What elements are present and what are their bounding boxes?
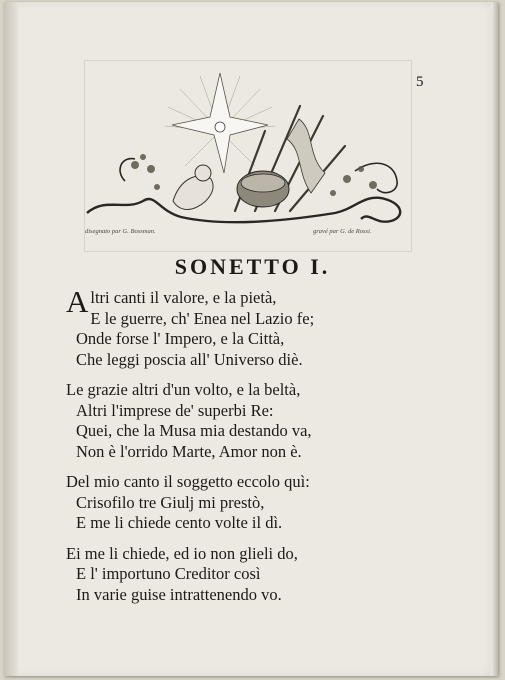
- verse-line: Crisofilo tre Giulj mi prestò,: [76, 492, 265, 512]
- verse-line: Ei me li chiede, ed io non glieli do,: [66, 543, 298, 563]
- verse-line: Non è l'orrido Marte, Amor non è.: [76, 441, 302, 461]
- verse-line: Che leggi poscia all' Universo diè.: [76, 349, 303, 369]
- page-number: 5: [416, 74, 424, 90]
- verse-line: Altri l'imprese de' superbi Re:: [76, 400, 274, 420]
- engraved-plate: [84, 60, 412, 252]
- engraving-credit-right: gravé par G. de Rossi.: [313, 228, 372, 235]
- verse-line: In varie guise intrattenendo vo.: [76, 584, 282, 604]
- verse-line: E l' importuno Creditor così: [76, 564, 261, 583]
- verse-line: Quei, che la Musa mia destando va,: [76, 421, 312, 440]
- verse-line: Onde forse l' Impero, e la Città,: [76, 329, 285, 348]
- drop-cap-letter: A: [66, 284, 89, 319]
- quatrain-2: [66, 380, 312, 462]
- verse-line: E me li chiede cento volte il dì.: [76, 513, 283, 532]
- sonnet-title: SONETTO I.: [174, 254, 331, 279]
- tercet-1: [66, 472, 312, 534]
- verse-line: Del mio canto il soggetto eccolo quì:: [66, 472, 310, 491]
- quatrain-1: [66, 284, 315, 370]
- page-right-edge: [491, 2, 498, 676]
- engraving-credit-left: disegnato par G. Bossman.: [85, 228, 156, 235]
- tercet-2: [66, 544, 312, 606]
- verse-line-rest: ltri canti il valore, e la pietà,: [90, 288, 277, 307]
- sonnet-text: [66, 284, 315, 615]
- verse-line: E le guerre, ch' Enea nel Lazio fe;: [90, 308, 315, 328]
- page-binding-shadow: [4, 2, 18, 676]
- ornamental-vignette-icon: [85, 61, 411, 231]
- verse-line: Le grazie altri d'un volto, e la beltà,: [66, 380, 301, 399]
